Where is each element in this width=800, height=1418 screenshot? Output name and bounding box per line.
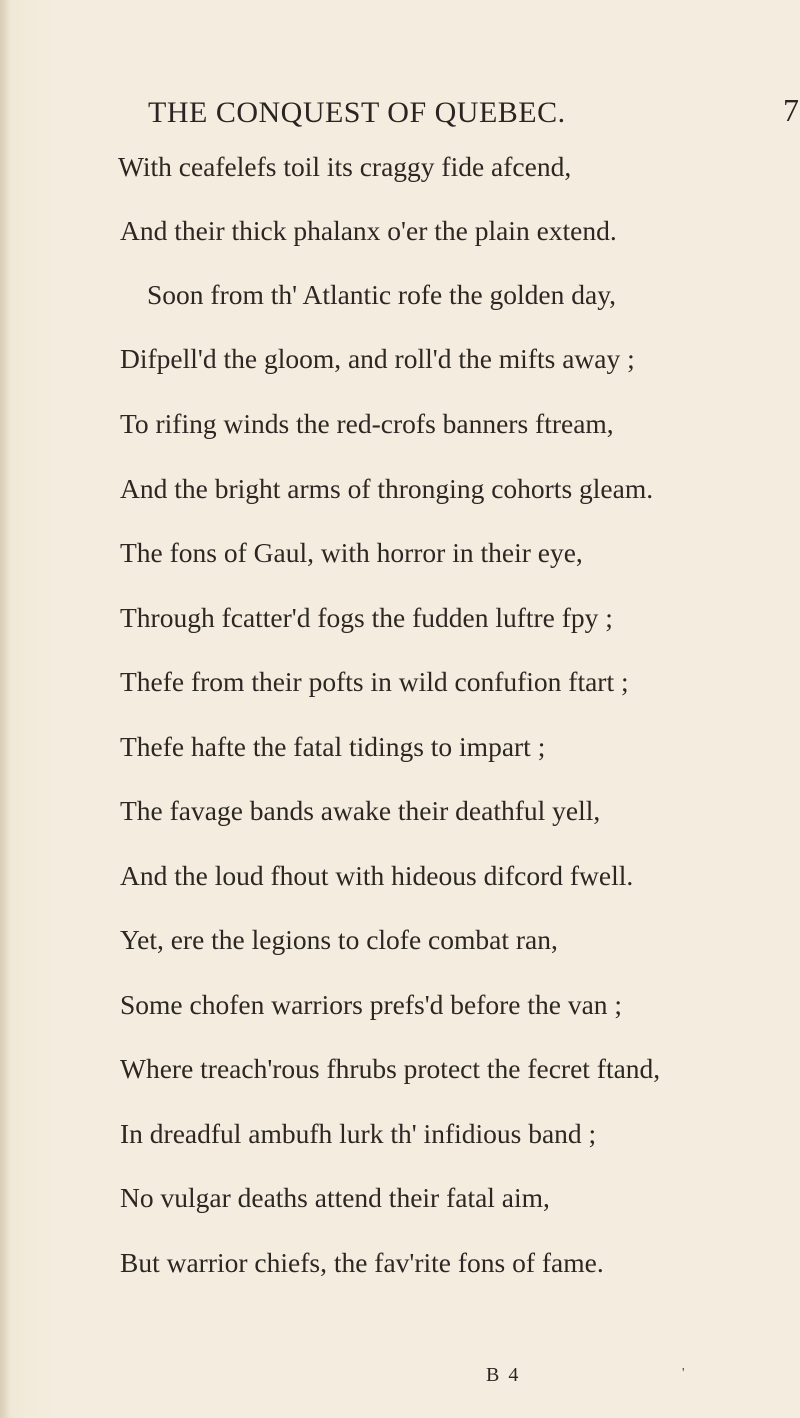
- stray-mark: ': [682, 1366, 685, 1381]
- running-title: THE CONQUEST OF QUEBEC.: [148, 96, 566, 129]
- poem-line: No vulgar deaths attend their fatal aim,: [120, 1182, 550, 1213]
- poem-line: Thefe hafte the fatal tidings to impart ;: [120, 731, 546, 762]
- poem-line: Yet, ere the legions to clofe combat ran,: [120, 924, 558, 955]
- poem-line: And the bright arms of thronging cohorts gleam.: [120, 473, 654, 504]
- poem-line: And their thick phalanx o'er the plain extend.: [120, 215, 617, 246]
- poem-line: To rifing winds the red-crofs banners ftream,: [120, 408, 614, 439]
- poem-line: The fons of Gaul, with horror in their eye,: [120, 537, 583, 568]
- poem-line: With ceafelefs toil its craggy fide afcend,: [118, 151, 572, 182]
- page-number: 7: [783, 92, 799, 128]
- poem-line: Soon from th' Atlantic rofe the golden day,: [147, 279, 617, 310]
- poem-line: Thefe from their pofts in wild confufion ftart ;: [120, 666, 629, 697]
- poem-line: The favage bands awake their deathful yell,: [120, 795, 601, 826]
- poem-line: And the loud fhout with hideous difcord fwell.: [120, 860, 634, 891]
- gutter-shadow: [0, 0, 10, 1418]
- poem-line: Where treach'rous fhrubs protect the fecret ftand,: [120, 1053, 661, 1084]
- poem-line: Difpell'd the gloom, and roll'd the mifts away ;: [120, 343, 635, 374]
- poem-line: Through fcatter'd fogs the fudden luftre fpy ;: [120, 602, 613, 633]
- signature-mark: B 4: [486, 1364, 521, 1386]
- poem-line: But warrior chiefs, the fav'rite fons of fame.: [120, 1247, 604, 1278]
- poem-line: Some chofen warriors prefs'd before the van ;: [120, 989, 623, 1020]
- poem-line: In dreadful ambufh lurk th' infidious band ;: [120, 1118, 597, 1149]
